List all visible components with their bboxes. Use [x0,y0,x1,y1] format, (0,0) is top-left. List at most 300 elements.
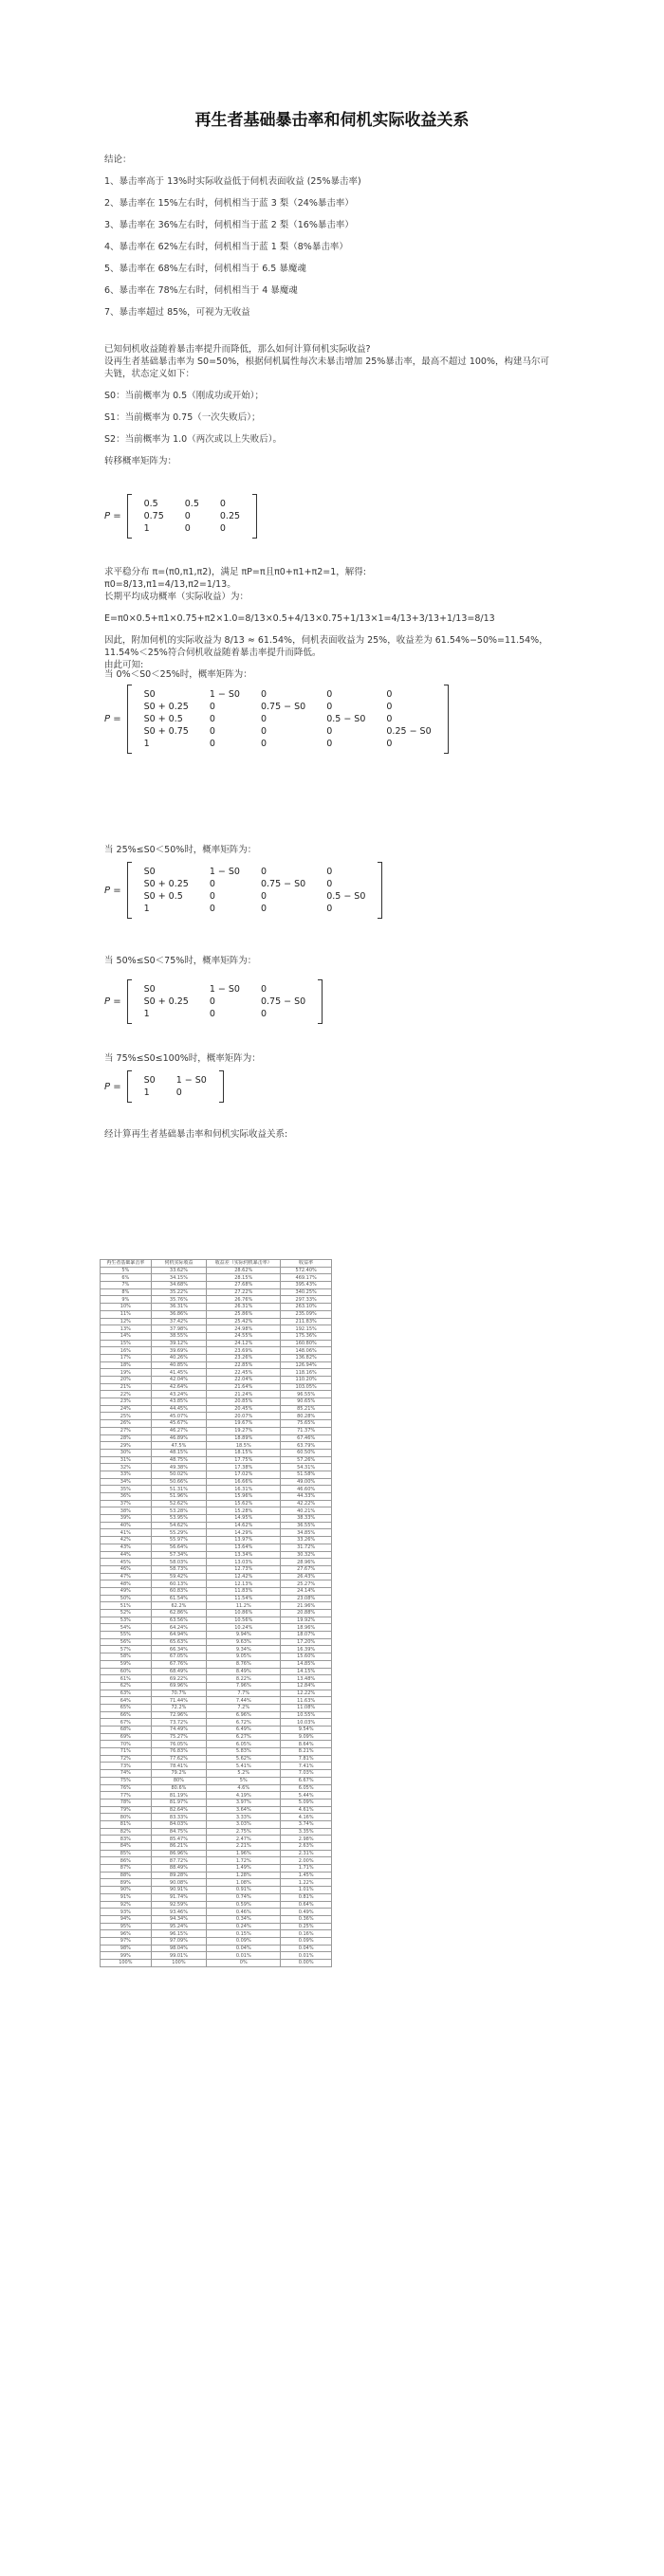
table-cell: 31.72% [281,1544,332,1551]
matrix-cell: 0 [184,523,191,534]
table-header-cell: 收益差（实际伺机暴击率） [207,1260,281,1268]
table-cell: 136.82% [281,1354,332,1361]
table-cell: 9.09% [281,1733,332,1741]
table-row [101,1748,332,1756]
table-cell: 36.31% [151,1304,207,1311]
table-row [101,1711,332,1719]
table-cell: 81.97% [151,1799,207,1806]
matrix-cell: 1 [143,1009,150,1019]
matrix-cell: S0 + 0.25 [143,996,189,1007]
derivation-line: 由此可知: [104,660,144,670]
table-cell: 100% [151,1960,207,1967]
table-cell: 64.94% [151,1632,207,1639]
table-cell: 97% [101,1937,152,1945]
table-cell: 88% [101,1872,152,1879]
table-cell: 37% [101,1500,152,1507]
table-cell: 74% [101,1770,152,1778]
table-cell: 76.83% [151,1748,207,1756]
matrix-cell: 0 [209,904,215,914]
matrix-cell: 0 [386,702,393,712]
table-cell: 8.64% [281,1741,332,1748]
table-cell: 11.54% [207,1595,281,1602]
table-cell: 3.33% [207,1814,281,1821]
table-cell: 5% [207,1777,281,1784]
table-cell: 8% [101,1288,152,1296]
table-cell: 90.91% [151,1887,207,1894]
table-cell: 66% [101,1711,152,1719]
intro-line: S0：当前概率为 0.5（刚成功或开始）； [104,391,264,401]
table-row [101,1814,332,1821]
table-cell: 36% [101,1493,152,1501]
table-cell: 51% [101,1602,152,1610]
matrix-cell: 0 [219,523,226,534]
intro-line: 转移概率矩阵为： [104,456,177,466]
matrix-row [134,903,377,915]
table-cell: 95.24% [151,1923,207,1930]
table-cell: 39.12% [151,1340,207,1347]
matrix-row [134,1008,317,1020]
table-cell: 5.83% [207,1748,281,1756]
table-cell: 263.10% [281,1304,332,1311]
table-cell: 24.14% [281,1587,332,1595]
matrix-cell: 0 [260,714,267,724]
table-cell: 0.00% [281,1960,332,1967]
table-row [101,1500,332,1507]
table-cell: 0% [207,1960,281,1967]
table-cell: 94.34% [151,1915,207,1923]
table-cell: 19.67% [207,1420,281,1428]
table-row [101,1617,332,1624]
table-cell: 36.86% [151,1310,207,1318]
table-cell: 42.64% [151,1383,207,1391]
table-cell: 91.74% [151,1893,207,1901]
table-row [101,1792,332,1800]
table-cell: 211.83% [281,1318,332,1325]
table-cell: 8.76% [207,1660,281,1668]
table-cell: 6% [101,1274,152,1282]
table-cell: 9.94% [207,1632,281,1639]
table-cell: 3.35% [281,1828,332,1836]
table-row [101,1836,332,1843]
table-cell: 56% [101,1638,152,1646]
conclusion-item: 7、暴击率超过 85%，可视为无收益 [104,307,250,318]
table-cell: 76.05% [151,1741,207,1748]
matrix-cell: 0 [326,702,333,712]
table-cell: 45.67% [151,1420,207,1428]
table-cell: 79.2% [151,1770,207,1778]
table-cell: 68.49% [151,1668,207,1675]
table-row [101,1522,332,1529]
table-row [101,1296,332,1304]
table-row [101,1704,332,1711]
table-cell: 10.03% [281,1719,332,1726]
table-cell: 12.84% [281,1682,332,1690]
matrix-cell: S0 [143,1075,156,1086]
matrix-cell: 0 [326,904,333,914]
table-cell: 92.59% [151,1901,207,1909]
table-cell: 46.60% [281,1486,332,1493]
table-row [101,1507,332,1515]
table-cell: 0.81% [281,1893,332,1901]
table-cell: 95% [101,1923,152,1930]
table-row [101,1755,332,1763]
table-cell: 67.76% [151,1660,207,1668]
matrix-cell: 0 [326,739,333,749]
table-cell: 2.31% [281,1850,332,1857]
table-cell: 20.88% [281,1610,332,1617]
table-cell: 18.5% [207,1442,281,1450]
matrix-cell: 0.5 − S0 [326,714,366,724]
table-row [101,1413,332,1420]
case1-label: 当 0%＜S0＜25%时，概率矩阵为： [104,669,252,680]
table-cell: 17.38% [207,1464,281,1471]
table-cell: 84.03% [151,1820,207,1828]
table-cell: 26.31% [207,1304,281,1311]
table-intro: 经计算再生者基础暴击率和伺机实际收益关系: [104,1129,288,1140]
table-cell: 54.31% [281,1464,332,1471]
table-cell: 60.50% [281,1449,332,1456]
matrix-cell: 0 [209,714,215,724]
table-row [101,1887,332,1894]
table-row [101,1486,332,1493]
table-cell: 57.26% [281,1456,332,1464]
table-cell: 44.33% [281,1493,332,1501]
table-cell: 85.47% [151,1836,207,1843]
table-cell: 1.08% [207,1879,281,1887]
table-row [101,1347,332,1355]
table-cell: 10.86% [207,1610,281,1617]
table-cell: 89.28% [151,1872,207,1879]
table-cell: 9.54% [281,1726,332,1734]
table-cell: 69% [101,1733,152,1741]
table-row [101,1668,332,1675]
table-cell: 87.72% [151,1857,207,1865]
table-cell: 42% [101,1537,152,1544]
table-cell: 18% [101,1361,152,1369]
table-cell: 35.76% [151,1296,207,1304]
table-cell: 340.25% [281,1288,332,1296]
table-cell: 20.07% [207,1413,281,1420]
table-row [101,1354,332,1361]
table-cell: 67.05% [151,1653,207,1661]
table-cell: 35% [101,1486,152,1493]
table-row [101,1770,332,1778]
table-row [101,1857,332,1865]
table-cell: 9% [101,1296,152,1304]
derivation-line: 长期平均成功概率（实际收益）为： [104,592,249,602]
table-cell: 126.94% [281,1361,332,1369]
table-row [101,1843,332,1851]
table-cell: 110.20% [281,1377,332,1384]
table-cell: 52.62% [151,1500,207,1507]
table-cell: 30% [101,1449,152,1456]
table-row [101,1820,332,1828]
table-row [101,1602,332,1610]
table-cell: 20.85% [207,1398,281,1406]
table-cell: 6.05% [281,1784,332,1792]
table-header-row [101,1260,332,1268]
matrix-cell: 0 [260,1009,267,1019]
matrix-cell: S0 [143,689,156,700]
table-cell: 80.6% [151,1784,207,1792]
table-cell: 58.73% [151,1565,207,1573]
matrix-row [134,725,442,738]
table-cell: 77.62% [151,1755,207,1763]
table-cell: 47.5% [151,1442,207,1450]
table-cell: 64% [101,1697,152,1705]
table-cell: 75% [101,1777,152,1784]
matrix-cell: 0 [209,739,215,749]
table-cell: 5.44% [281,1792,332,1800]
table-cell: 43.24% [151,1391,207,1398]
table-row [101,1610,332,1617]
table-row [101,1288,332,1296]
table-cell: 38% [101,1507,152,1515]
table-cell: 78% [101,1799,152,1806]
matrix-row [134,1074,217,1087]
table-row [101,1559,332,1566]
table-cell: 0.24% [207,1923,281,1930]
table-row [101,1427,332,1434]
table-cell: 68% [101,1726,152,1734]
table-cell: 10.55% [281,1711,332,1719]
table-cell: 14% [101,1332,152,1340]
table-cell: 74.49% [151,1726,207,1734]
table-cell: 34.85% [281,1529,332,1537]
table-cell: 35.22% [151,1288,207,1296]
case3-label: 当 50%≤S0＜75%时，概率矩阵为： [104,956,257,966]
table-cell: 52% [101,1610,152,1617]
table-cell: 23.69% [207,1347,281,1355]
matrix-cell: 0 [260,726,267,737]
table-cell: 98.04% [151,1945,207,1952]
table-cell: 5.62% [207,1755,281,1763]
table-row [101,1763,332,1770]
table-cell: 39.69% [151,1347,207,1355]
table-cell: 64.24% [151,1624,207,1632]
table-row [101,1310,332,1318]
table-cell: 11% [101,1310,152,1318]
table-row [101,1369,332,1377]
table-cell: 87% [101,1865,152,1873]
table-cell: 71.44% [151,1697,207,1705]
table-row [101,1580,332,1588]
table-cell: 90% [101,1887,152,1894]
table-cell: 29% [101,1442,152,1450]
derivation-section [104,566,550,671]
matrix-row [134,983,317,996]
table-cell: 19.27% [207,1427,281,1434]
table-cell: 12.73% [207,1565,281,1573]
table-row [101,1923,332,1930]
table-cell: 20.45% [207,1405,281,1413]
table-row [101,1464,332,1471]
table-cell: 27.22% [207,1288,281,1296]
case2-matrix-table [134,866,377,915]
table-cell: 48% [101,1580,152,1588]
table-cell: 24% [101,1405,152,1413]
table-cell: 72% [101,1755,152,1763]
table-cell: 93% [101,1909,152,1916]
matrix-row [134,1087,217,1099]
table-cell: 27.68% [207,1282,281,1289]
table-cell: 50% [101,1595,152,1602]
table-cell: 84.75% [151,1828,207,1836]
matrix-cell: 0 [326,879,333,889]
table-cell: 47% [101,1573,152,1580]
table-cell: 6.49% [207,1726,281,1734]
matrix-cell: S0 + 0.25 [143,702,189,712]
table-cell: 54% [101,1624,152,1632]
table-cell: 60.13% [151,1580,207,1588]
table-cell: 15% [101,1340,152,1347]
table-cell: 22% [101,1391,152,1398]
table-cell: 61% [101,1675,152,1683]
table-cell: 32% [101,1464,152,1471]
table-cell: 49.38% [151,1464,207,1471]
table-cell: 3.74% [281,1820,332,1828]
table-cell: 16.31% [207,1486,281,1493]
table-cell: 85% [101,1850,152,1857]
table-cell: 13.64% [207,1544,281,1551]
table-cell: 63.79% [281,1442,332,1450]
intro-section [104,343,550,467]
intro-line: S2：当前概率为 1.0（两次或以上失败后）。 [104,434,282,445]
table-cell: 69.22% [151,1675,207,1683]
table-cell: 0.16% [281,1930,332,1938]
matrix-cell: S0 + 0.5 [143,891,183,902]
table-row [101,1952,332,1960]
table-cell: 37.42% [151,1318,207,1325]
table-cell: 5.09% [281,1799,332,1806]
matrix-cell: S0 [143,867,156,877]
table-cell: 38.55% [151,1332,207,1340]
table-row [101,1551,332,1559]
case1-matrix-table [134,688,442,750]
derivation-line: 因此，附加伺机的实际收益为 8/13 ≈ 61.54%，伺机表面收益为 25%，收益差为 61.54%−50%=11.54%，11.54%＜25%符合伺机收益随着暴击率提升而降低。 [104,635,548,658]
table-cell: 0.04% [207,1945,281,1952]
table-cell: 23.26% [207,1354,281,1361]
table-cell: 2.00% [281,1857,332,1865]
table-cell: 86.96% [151,1850,207,1857]
table-row [101,1733,332,1741]
table-cell: 6.96% [207,1711,281,1719]
matrix-cell: 0 [209,1009,215,1019]
table-cell: 27.67% [281,1565,332,1573]
conclusion-item: 1、暴击率高于 13%时实际收益低于伺机表面收益 (25%暴击率) [104,176,361,187]
table-row [101,1632,332,1639]
table-row [101,1573,332,1580]
table-cell: 86.21% [151,1843,207,1851]
table-row [101,1675,332,1683]
table-cell: 48.15% [151,1449,207,1456]
table-row [101,1449,332,1456]
matrix-cell: 1 − S0 [209,867,240,877]
table-cell: 70% [101,1741,152,1748]
matrix-bracket [127,495,257,538]
matrix-cell: 1 [143,904,150,914]
table-cell: 1.49% [207,1865,281,1873]
table-cell: 80% [151,1777,207,1784]
table-cell: 50.02% [151,1471,207,1478]
table-cell: 4.19% [207,1792,281,1800]
table-cell: 2.21% [207,1843,281,1851]
table-cell: 19.92% [281,1617,332,1624]
table-cell: 8.22% [207,1675,281,1683]
table-cell: 22.45% [207,1369,281,1377]
derivation-line: E=π0×0.5+π1×0.75+π2×1.0=8/13×0.5+4/13×0.75+1/13×1=4/13+3/13+1/13=8/13 [104,613,495,624]
matrix-row [134,878,377,890]
case2-matrix: P = S0 1 − S0 0 0 S0 + 0.25 0 0.75 − S0 0 S0 + 0.5 0 0 0.5 − S0 1 0 0 0 [104,863,382,918]
table-cell: 0.01% [281,1952,332,1960]
table-cell: 0.09% [207,1937,281,1945]
table-cell: 0.46% [207,1909,281,1916]
conclusion-item: 5、暴击率在 68%左右时，伺机相当于 6.5 暴魔魂 [104,264,306,274]
table-cell: 15.96% [207,1493,281,1501]
table-row [101,1537,332,1544]
table-cell: 48.75% [151,1456,207,1464]
intro-line: 已知伺机收益随着暴击率提升而降低，那么如何计算伺机实际收益? [104,344,371,355]
table-cell: 27% [101,1427,152,1434]
matrix-cell: 0 [260,867,267,877]
table-cell: 0.64% [281,1901,332,1909]
matrix-cell: 0.5 [143,499,158,509]
table-cell: 82% [101,1828,152,1836]
table-cell: 17.75% [207,1456,281,1464]
table-row [101,1274,332,1282]
table-cell: 4.16% [281,1814,332,1821]
matrix-cell: 0.25 [219,511,241,521]
table-cell: 148.06% [281,1347,332,1355]
table-cell: 23.08% [281,1595,332,1602]
table-cell: 17% [101,1354,152,1361]
table-cell: 14.62% [207,1522,281,1529]
table-cell: 3.03% [207,1820,281,1828]
matrix-cell: 1 − S0 [209,689,240,700]
table-row [101,1515,332,1523]
table-cell: 13.03% [207,1559,281,1566]
matrix-cell: 0.5 − S0 [326,891,366,902]
matrix-cell: 0 [260,739,267,749]
matrix-cell: 0 [209,996,215,1007]
table-cell: 78.41% [151,1763,207,1770]
table-row [101,1646,332,1653]
table-cell: 28.62% [207,1267,281,1274]
table-cell: 73.72% [151,1719,207,1726]
case4-label: 当 75%≤S0≤100%时，概率矩阵为： [104,1053,261,1064]
table-cell: 91% [101,1893,152,1901]
case4-matrix-table [134,1074,217,1099]
table-cell: 21% [101,1383,152,1391]
table-cell: 572.40% [281,1267,332,1274]
table-cell: 44% [101,1551,152,1559]
matrix-row [134,866,377,878]
table-cell: 59.42% [151,1573,207,1580]
table-cell: 55.29% [151,1529,207,1537]
table-row [101,1719,332,1726]
conclusion-item: 4、暴击率在 62%左右时，伺机相当于蓝 1 梨（8%暴击率） [104,242,348,252]
table-cell: 13.48% [281,1675,332,1683]
table-cell: 12.13% [207,1580,281,1588]
table-cell: 84% [101,1843,152,1851]
matrix-cell: 0 [175,1087,182,1098]
matrix-cell: 0 [184,511,191,521]
conclusion-item: 2、暴击率在 15%左右时，伺机相当于蓝 3 梨（24%暴击率） [104,198,354,209]
table-row [101,1442,332,1450]
table-cell: 1.01% [281,1887,332,1894]
matrix-cell: 0 [386,689,393,700]
table-cell: 9.63% [207,1638,281,1646]
